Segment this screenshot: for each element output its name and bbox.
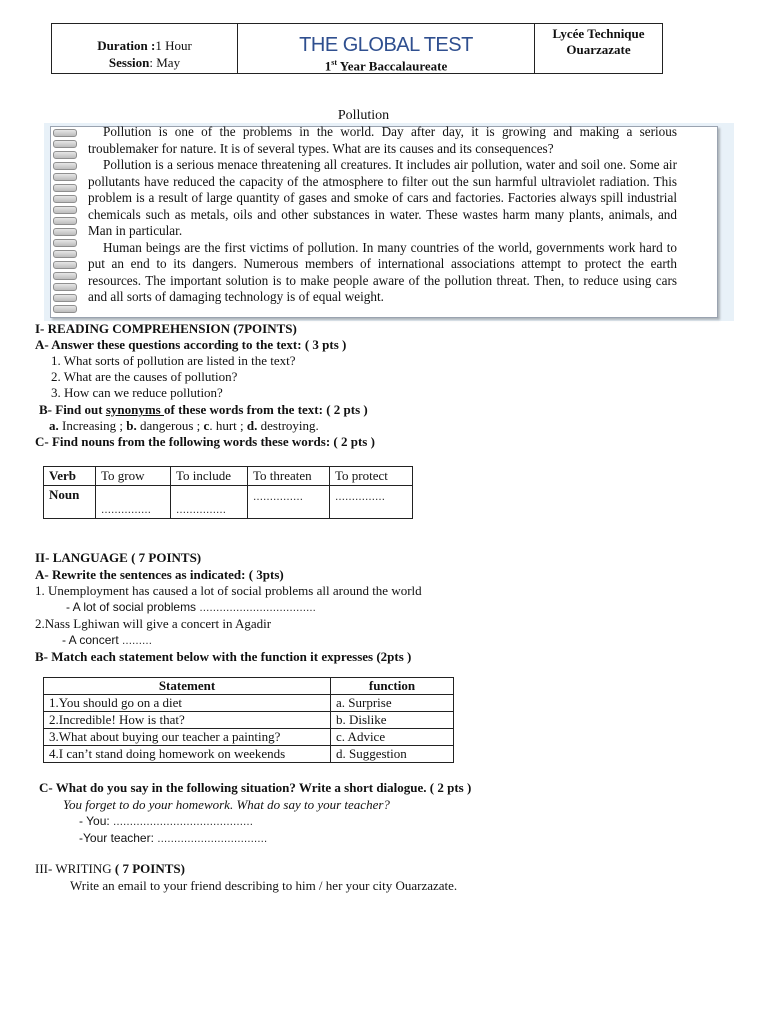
language-c-heading: C- What do you say in the following situation? Write a short dialogue. ( 2 pts ) <box>39 780 472 795</box>
title-cell <box>238 24 535 74</box>
match-table <box>43 677 454 763</box>
paragraph-2: Pollution is a serious menace threatening all creatures. It includes air pollution, water and soil one. Some air pollutants have reduced the capacity of the atmosphere to filter out the sun harmful ultraviolet radiation. This problem is a result of large quantity of gases and smoke of cars and factories. Factories always spill industrial chemicals such as metals, oils and other substances in water. These wastes harm many plants, animals, and Man in particular. <box>88 157 677 238</box>
school-name: Lycée Technique <box>552 26 645 41</box>
verb-label: Verb <box>44 467 96 486</box>
verb-cell: To protect <box>330 467 413 486</box>
session-label: Session <box>108 54 150 70</box>
language-a-heading: A- Rewrite the sentences as indicated: ( 3pts) <box>35 567 284 582</box>
notebook-spiral-icon <box>53 127 77 317</box>
sentence-2-rewrite[interactable]: - A concert ……… <box>62 633 153 647</box>
sentence-1: 1. Unemployment has caused a lot of social problems all around the world <box>35 583 422 598</box>
writing-heading: III- WRITING ( 7 POINTS) <box>35 861 185 876</box>
year-label: 1st Year Baccalaureate <box>324 58 448 74</box>
reading-b-heading: B- Find out synonyms of these words from the text: ( 2 pts ) <box>39 402 368 417</box>
function-cell: c. Advice <box>331 729 454 746</box>
language-b-heading: B- Match each statement below with the function it expresses (2pts ) <box>35 649 412 664</box>
statement-cell: 4.I can’t stand doing homework on weekends <box>44 746 331 763</box>
statement-cell: 1.You should go on a diet <box>44 695 331 712</box>
verb-cell: To include <box>171 467 248 486</box>
header-table <box>51 23 663 74</box>
duration-session-cell <box>52 24 238 74</box>
verb-cell: To threaten <box>248 467 330 486</box>
statement-header: Statement <box>44 678 331 695</box>
question-2: 2. What are the causes of pollution? <box>51 369 238 384</box>
dialogue-you-line[interactable]: - You: …………………………………… <box>79 814 254 828</box>
session-value: : May <box>149 54 181 70</box>
reading-heading: I- READING COMPREHENSION (7POINTS) <box>35 321 297 336</box>
noun-label: Noun <box>44 486 96 519</box>
paragraph-1: Pollution is one of the problems in the world. Day after day, it is growing and making a serious troublemaker for nature. It is of several types. What are its causes and its consequences? <box>88 124 677 156</box>
duration-value: 1 Hour <box>155 37 192 53</box>
dialogue-teacher-line[interactable]: -Your teacher: …………………………… <box>79 831 268 845</box>
reading-a-heading: A- Answer these questions according to the text: ( 3 pts ) <box>35 337 347 352</box>
noun-blank[interactable]: …………… <box>96 486 171 519</box>
verb-noun-table <box>43 466 413 519</box>
synonym-words: a. Increasing ; b. dangerous ; c. hurt ; d. destroying. <box>49 418 319 433</box>
noun-blank[interactable]: …………… <box>330 486 413 519</box>
function-header: function <box>331 678 454 695</box>
verb-cell: To grow <box>96 467 171 486</box>
writing-prompt: Write an email to your friend describing to him / her your city Ouarzazate. <box>70 878 458 893</box>
sentence-1-rewrite[interactable]: - A lot of social problems …………………………….. <box>66 600 316 614</box>
school-city: Ouarzazate <box>566 42 631 57</box>
function-cell: d. Suggestion <box>331 746 454 763</box>
text-title: Pollution <box>337 108 390 123</box>
situation-text: You forget to do your homework. What do say to your teacher? <box>63 797 390 812</box>
text-body <box>88 124 677 306</box>
statement-cell: 2.Incredible! How is that? <box>44 712 331 729</box>
statement-cell: 3.What about buying our teacher a painting? <box>44 729 331 746</box>
reading-c-heading: C- Find nouns from the following words these words: ( 2 pts ) <box>35 434 375 449</box>
function-cell: a. Surprise <box>331 695 454 712</box>
school-cell <box>535 24 663 74</box>
duration-label: Duration : <box>97 37 156 53</box>
sentence-2: 2.Nass Lghiwan will give a concert in Agadir <box>35 616 272 631</box>
paragraph-3: Human beings are the first victims of pollution. In many countries of the world, governments work hard to put an end to its dangers. Numerous members of international associations attempt to protect the earth resources. The important solution is to make people aware of the pollution threat. Then, to reduce using cars and all sorts of damaging technology is of equal weight. <box>88 239 677 304</box>
function-cell: b. Dislike <box>331 712 454 729</box>
language-heading: II- LANGUAGE ( 7 POINTS) <box>35 550 202 565</box>
question-3: 3. How can we reduce pollution? <box>51 385 223 400</box>
noun-blank[interactable]: …………… <box>171 486 248 519</box>
noun-blank[interactable]: …………… <box>248 486 330 519</box>
question-1: 1. What sorts of pollution are listed in the text? <box>51 353 296 368</box>
test-title: THE GLOBAL TEST <box>299 34 473 56</box>
